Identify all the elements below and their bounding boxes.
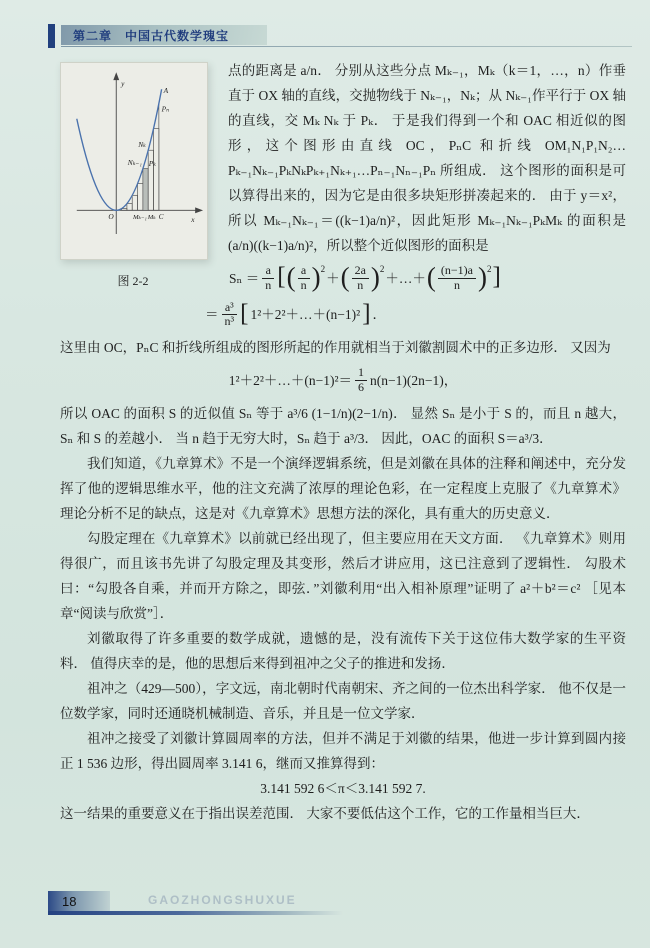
paragraph-liu-hui-analogy: 这里由 OC，PₙC 和折线所组成的图形所起的作用就相当于刘徽割圆术中的正多边形． 又因为 <box>60 340 611 356</box>
equation-sn-line1: Sₙ ＝ $\frac{a}{n}$ [ ( $\frac{a}{n}$ ) 2 ＋ ( $\frac{2a}{n}$ ) 2 ＋…＋ ( $\frac{(n-1)a}{n}$ ) 2 ] <box>229 262 501 293</box>
chapter-accent-bar <box>48 24 55 48</box>
chapter-header <box>48 24 632 48</box>
figure-box <box>60 62 208 260</box>
paragraph-parabola-area: 点的距离是 a/n． 分别从这些分点 Mₖ₋₁，Mₖ（k＝1，…，n）作垂直于 OX 轴的直线，交抛物线于 Nₖ₋₁，Nₖ；从 Nₖ₋₁作平行于 OX 轴的直线，交 Mₖ Nₖ 于 Pₖ． 于是我们得到一个和 OAC 相近似的图形，这个图形由直线 OC，PₙC 和折线 OM₁N₁P₁N₂…Pₖ₋₁Nₖ₋₁PₖNₖPₖ₊₁Nₖ₊₁…Pₙ₋₁Nₙ₋₁Pₙ 所组成． 这个图形的面积是可以算得出来的，因为它是由很多块矩形拼凑起来的． 由于 y＝x²，所以 Mₖ₋₁Nₖ₋₁＝((k−1)a/n)²，因此矩形 Mₖ₋₁Nₖ₋₁PₖMₖ 的面积是 (a/n)((k−1)a/n)²，所以整个近似图形的面积是 <box>228 63 626 253</box>
paragraph-gougu-theorem: 勾股定理在《九章算术》以前就已经出现了，但主要应用在天文方面． 《九章算术》则用得很广，而且该书先讲了勾股定理及其变形，然后才讲应用，这已注意到了逻辑性． 勾股术曰：“勾股各自乘，并而开方除之，即弦．”刘徽利用“出入相补原理”证明了 a²＋b²＝c² ［见本章“阅读与欣赏”］． <box>60 530 626 621</box>
running-title: GAOZHONGSHUXUE <box>148 893 297 907</box>
page-footer <box>48 891 632 921</box>
parabola-curve <box>77 89 162 210</box>
y-axis-arrow <box>113 72 119 80</box>
page-number-box <box>48 891 110 911</box>
footer-bar <box>48 911 343 915</box>
parabola-plot <box>61 63 207 259</box>
equation-sum-of-squares: 1²＋2²＋…＋(n−1)²＝ $\frac{1}{6}$ n(n−1)(2n−1)， <box>228 365 458 394</box>
figure-label-Pk: Pₖ <box>148 158 157 168</box>
figure-label-Pn: Pₙ <box>161 104 170 114</box>
chapter-title: 第二章 中国古代数学瑰宝 <box>73 28 230 43</box>
chapter-title-box <box>61 25 267 45</box>
figure-label-Nk: Nₖ <box>138 140 146 150</box>
page-number: 18 <box>62 893 77 909</box>
page-content <box>60 58 626 826</box>
paragraph-liu-hui-legacy: 刘徽取得了许多重要的数学成就，遗憾的是，没有流传下关于这位伟大数学家的生平资料． 值得庆幸的是，他的思想后来得到祖冲之父子的推进和发扬． <box>60 630 626 671</box>
figure-label-x: x <box>191 215 195 225</box>
figure-label-C: C <box>158 212 164 222</box>
paragraph-zu-chongzhi-pi: 祖冲之接受了刘徽计算圆周率的方法，但并不满足于刘徽的结果，他进一步计算到圆内接正 1 536 边形，得出圆周率 3.141 6，继而又推算得到： <box>60 730 626 771</box>
header-rule <box>61 46 632 47</box>
paragraph-limit-result: 所以 OAC 的面积 S 的近似值 Sₙ 等于 a³/6 (1−1/n)(2−1/n)． 显然 Sₙ 是小于 S 的，而且 n 越大，Sₙ 和 S 的差越小． 当 n 趋于无穷大时，Sₙ 趋于 a³/3． 因此，OAC 的面积 S＝a³/3． <box>60 405 626 446</box>
inscribed-rectangles <box>122 103 159 210</box>
equation-sn-line2: ＝ $\frac{\text{a³}}{\text{n³}}$ [ 1²＋2²＋…＋(n−1)² ] ． <box>205 299 387 329</box>
figure-caption: 图 2-2 <box>117 274 149 288</box>
figure-label-y: y <box>121 79 125 89</box>
figure-label-Nk1: Nₖ₋₁ <box>127 157 142 167</box>
figure-2-2 <box>60 62 218 294</box>
x-axis-arrow <box>195 207 203 213</box>
paragraph-jiuzhang-logic: 我们知道，《九章算术》不是一个演绎逻辑系统，但是刘徽在具体的注释和阐述中，充分发挥了他的逻辑思维水平，他的注文充满了浓厚的理论色彩，在一定程度上克服了《九章算术》理论分析不足的缺点，这是对《九章算术》思想方法的深化，具有重大的历史意义． <box>60 455 626 521</box>
figure-label-A: A <box>163 85 169 95</box>
equation-pi-bounds: 3.141 592 6＜π＜3.141 592 7. <box>260 780 426 796</box>
figure-label-Mk: Mₖ <box>147 214 156 222</box>
paragraph-zu-chongzhi-bio: 祖冲之（429—500），字文远，南北朝时代南朝宋、齐之间的一位杰出科学家． 他不仅是一位数学家，同时还通晓机械制造、音乐，并且是一位文学家． <box>60 680 626 721</box>
paragraph-error-range: 这一结果的重要意义在于指出误差范围． 大家不要低估这个工作，它的工作量相当巨大． <box>60 806 590 822</box>
figure-label-Mk1: Mₖ₋₁ <box>132 214 147 222</box>
figure-label-O: O <box>108 212 114 222</box>
shaded-rectangle <box>143 169 148 211</box>
